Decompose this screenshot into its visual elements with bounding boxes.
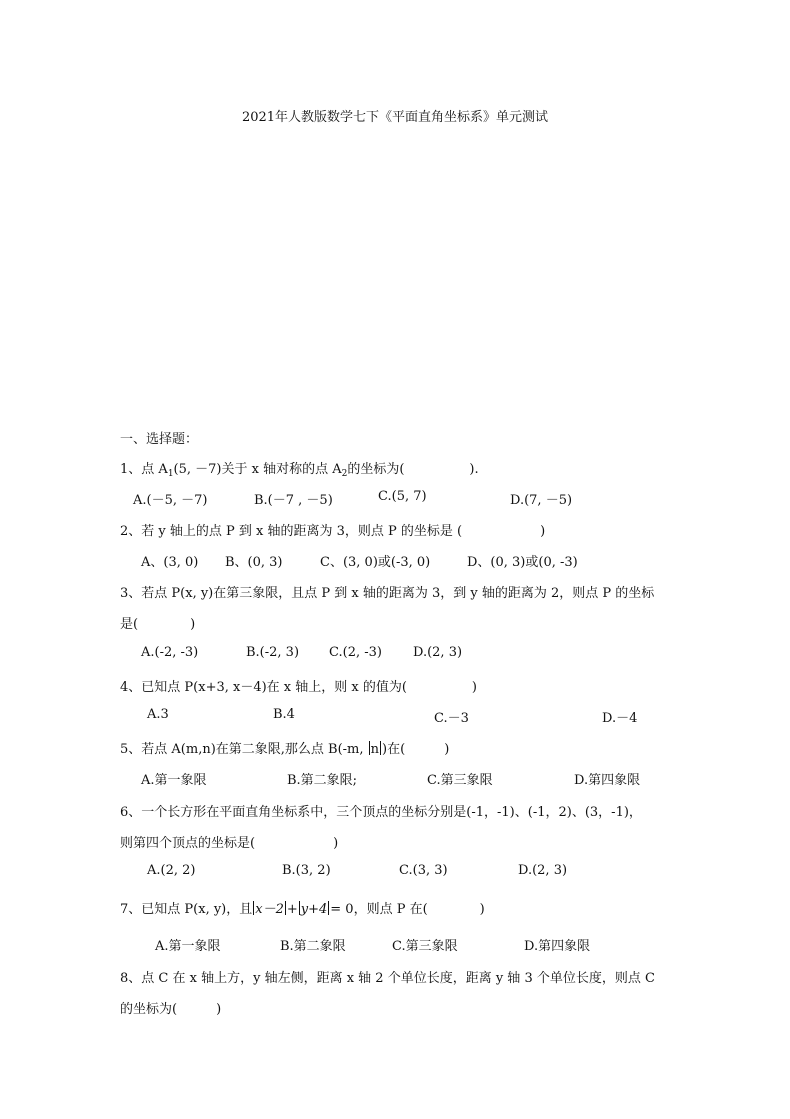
- option-c: C.－3: [434, 711, 469, 726]
- option-a: A.(2, 2): [147, 863, 196, 878]
- option-b: B.(－7 , －5): [254, 493, 333, 508]
- absolute-value-bar-right: [380, 741, 381, 755]
- option-c: C.(3, 3): [399, 863, 448, 878]
- option-a: A.(－5, －7): [133, 493, 208, 508]
- question-3: 3、若点 P(x, y)在第三象限，且点 P 到 x 轴的距离为 3，到 y 轴的距离为 2，则点 P 的坐标: [120, 586, 655, 601]
- option-b: B.第二象限;: [287, 773, 358, 788]
- question-7: 7、已知点 P(x, y)，且 x－2 + y+4 = 0，则点 P 在( ): [120, 902, 485, 917]
- option-d: D.－4: [602, 711, 638, 726]
- question-6: 6、一个长方形在平面直角坐标系中，三个顶点的坐标分别是(-1，-1)、(-1，2)、(3，-1)，: [120, 805, 642, 820]
- option-d: D.(7, －5): [510, 493, 573, 508]
- option-c: C.(2, -3): [329, 645, 382, 660]
- option-a: A.第一象限: [141, 773, 207, 788]
- question-number: 2、: [120, 524, 142, 539]
- section-heading: 一、选择题：: [120, 432, 199, 447]
- question-number: 6、: [120, 805, 142, 820]
- question-number: 8、: [120, 971, 142, 986]
- question-number: 7、: [120, 902, 142, 917]
- option-d: D.(2, 3): [413, 645, 463, 660]
- question-5-options: [0, 769, 790, 787]
- option-a: A.(-2, -3): [141, 645, 199, 660]
- option-b: B.(3, 2): [282, 863, 331, 878]
- option-d: D.(2, 3): [518, 863, 568, 878]
- question-number: 4、: [120, 680, 142, 695]
- option-d: D、(0, 3)或(0, -3): [467, 555, 578, 570]
- question-6-options: [0, 863, 790, 881]
- question-number: 5、: [120, 742, 142, 757]
- question-2-options: [0, 551, 790, 569]
- question-5: 5、若点 A(m,n)在第二象限,那么点 B(-m, n )在( ): [120, 742, 450, 757]
- option-d: D.第四象限: [574, 773, 641, 788]
- question-8-line-2: 的坐标为( ): [120, 1002, 222, 1017]
- question-number: 1、: [120, 462, 142, 477]
- question-number: 3、: [120, 586, 142, 601]
- option-d: D.第四象限: [524, 939, 591, 954]
- document-title: 2021年人教版数学七下《平面直角坐标系》单元测试: [241, 110, 549, 125]
- question-8: 8、点 C 在 x 轴上方，y 轴左侧，距离 x 轴 2 个单位长度，距离 y 轴 3 个单位长度，则点 C: [120, 971, 655, 986]
- option-a: A、(3, 0): [141, 555, 199, 570]
- option-b: B、(0, 3): [225, 555, 283, 570]
- question-2: 2、若 y 轴上的点 P 到 x 轴的距离为 3，则点 P 的坐标是 ( ): [120, 524, 546, 539]
- question-3-line-2: 是( ): [120, 617, 196, 632]
- question-3-options: [0, 645, 790, 663]
- option-a: A.3: [147, 707, 169, 722]
- option-c: C.第三象限: [392, 939, 458, 954]
- option-b: B.(-2, 3): [246, 645, 300, 660]
- absolute-value-bar: [299, 901, 300, 915]
- question-6-line-2: 则第四个顶点的坐标是( ): [120, 836, 339, 851]
- question-4-options: [0, 707, 790, 725]
- option-b: B.第二象限: [280, 939, 346, 954]
- question-1-options: [0, 489, 790, 507]
- question-7-options: [0, 935, 790, 953]
- question-4: 4、已知点 P(x+3, x－4)在 x 轴上，则 x 的值为( ): [120, 680, 478, 695]
- option-b: B.4: [273, 707, 295, 722]
- question-1: 1、点 $A_1(5$, －7)关于 x 轴对称的点 $A_2$的坐标为( ).: [120, 462, 479, 479]
- option-c: C.(5, 7): [378, 489, 427, 504]
- absolute-value-bar: [285, 901, 286, 915]
- option-c: C、(3, 0)或(-3, 0): [320, 555, 431, 570]
- option-c: C.第三象限: [427, 773, 493, 788]
- absolute-value-bar-left: [369, 741, 370, 755]
- option-a: A.第一象限: [155, 939, 221, 954]
